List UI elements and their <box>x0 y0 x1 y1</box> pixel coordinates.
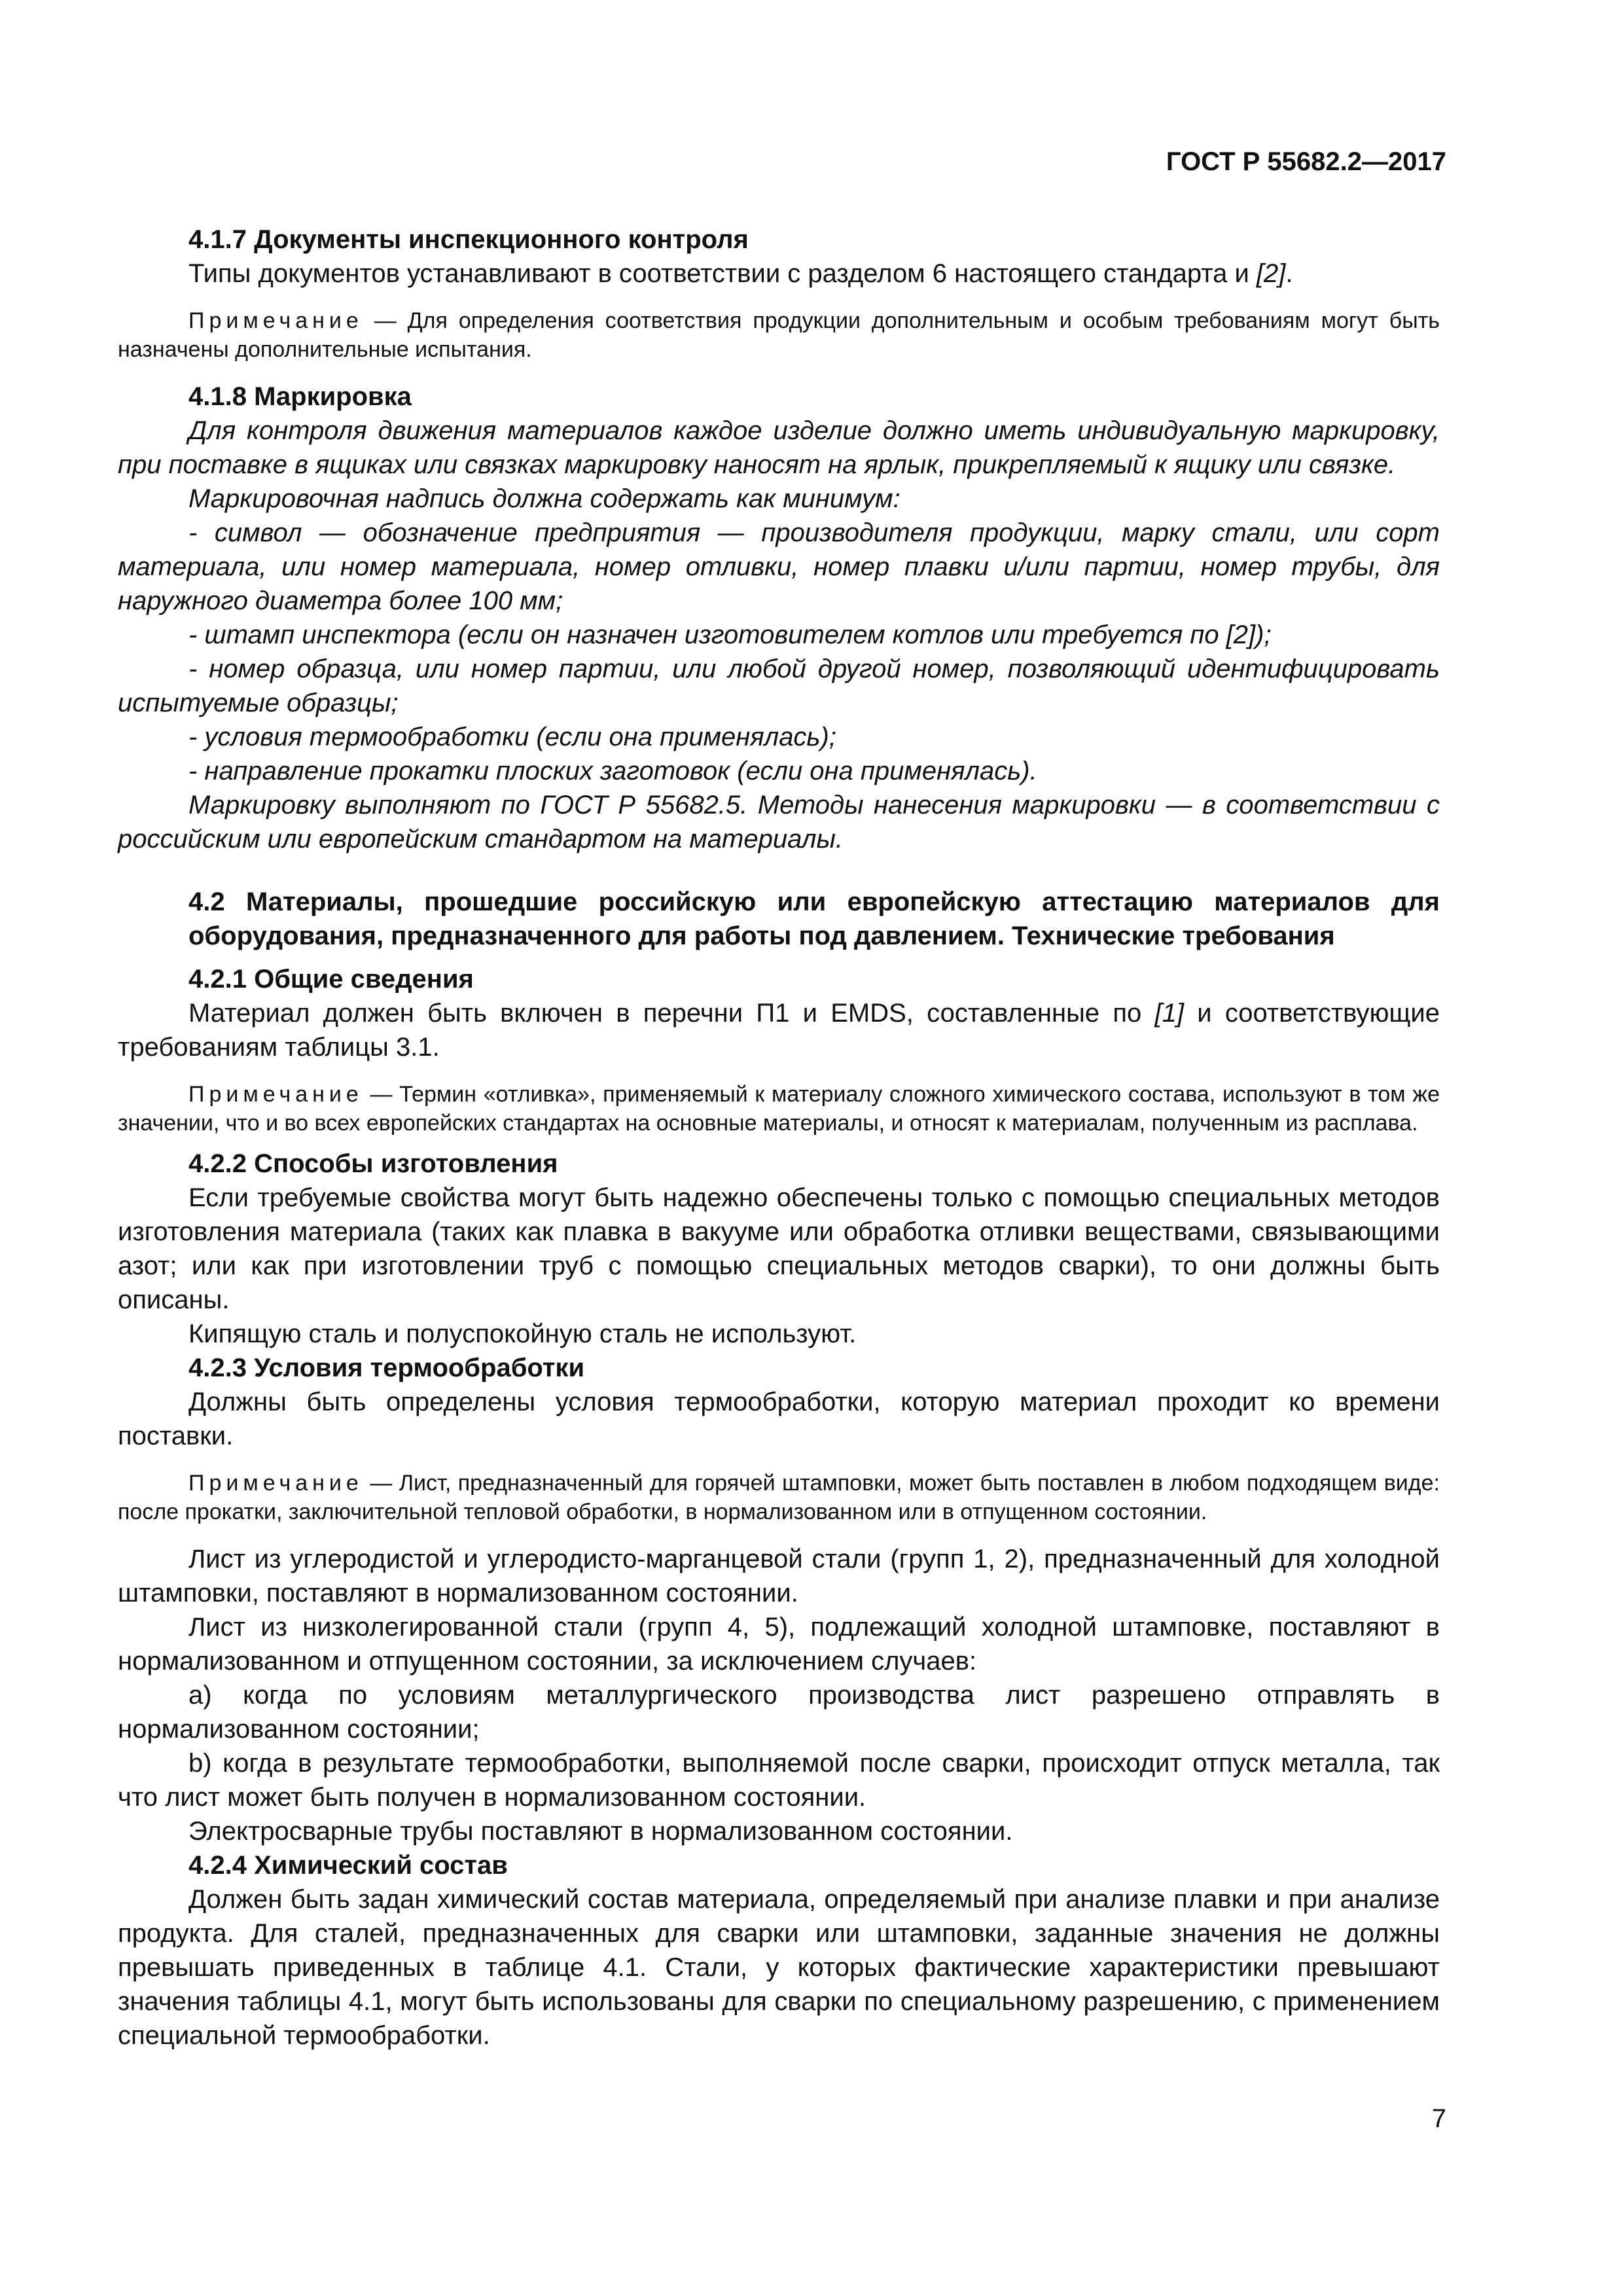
note <box>118 1080 1440 1138</box>
paragraph-text: Материал должен быть включен в перечни П1 и EMDS, составленные по <box>188 999 1155 1028</box>
list-item: - символ — обозначение предприятия — производителя продукции, марку стали, или сорт материала, или номер материала, номер отливки, номер плавки и/или партии, номер трубы, для наружного диаметра более 100 мм; <box>118 518 1440 615</box>
note-label: Примечание <box>188 1082 363 1107</box>
list-item: - штамп инспектора (если он назначен изготовителем котлов или требуется по [2]); <box>188 620 1272 649</box>
paragraph-end: и соответствующие требованиям таблицы 3.1. <box>118 999 1440 1062</box>
paragraph: Лист из углеродистой и углеродисто-марганцевой стали (групп 1, 2), предназначенный для холодной штамповки, поставляют в нормализованном состоянии. <box>118 1545 1440 1607</box>
paragraph-text: Типы документов устанавливают в соответствии с разделом 6 настоящего стандарта и <box>188 259 1257 288</box>
note-text: — Термин «отливка», применяемый к материалу сложного химического состава, используют в том же значении, что и во всех европейских стандартах на основные материалы, и относят к материалам, полученным из расплава. <box>118 1082 1440 1136</box>
section-title-4-2-2: 4.2.2 Способы изготовления <box>188 1149 558 1178</box>
section-title-4-2-4: 4.2.4 Химический состав <box>188 1851 508 1880</box>
paragraph: Если требуемые свойства могут быть надежно обеспечены только с помощью специальных методов изготовления материала (таких как плавка в вакууме или обработка отливки веществами, связывающими азот; или как при изготовлении труб с помощью специальных методов сварки), то они должны быть описаны. <box>118 1183 1440 1314</box>
section-title-4-2-3: 4.2.3 Условия термообработки <box>188 1354 585 1382</box>
list-item: - условия термообработки (если она применялась); <box>188 723 836 751</box>
document-header: ГОСТ Р 55682.2—2017 <box>1166 147 1446 176</box>
note-text: — Для определения соответствия продукции дополнительным и особым требованиям могут быть назначены дополнительные испытания. <box>118 308 1440 362</box>
document-body <box>118 223 1440 2053</box>
paragraph: Маркировку выполняют по ГОСТ Р 55682.5. Методы нанесения маркировки — в соответствии с российским или европейским стандартом на материалы. <box>118 791 1440 853</box>
note-label: Примечание <box>188 1471 363 1496</box>
paragraph: Электросварные трубы поставляют в нормализованном состоянии. <box>188 1817 1013 1846</box>
note-text: — Лист, предназначенный для горячей штамповки, может быть поставлен в любом подходящем виде: после прокатки, заключительной тепловой обработки, в нормализованном или в отпущенном состоянии. <box>118 1471 1440 1524</box>
section-title-4-1-7: 4.1.7 Документы инспекционного контроля <box>188 225 749 254</box>
paragraph: Должны быть определены условия термообработки, которую материал проходит ко времени поставки. <box>118 1388 1440 1450</box>
section-title-4-2: 4.2 Материалы, прошедшие российскую или европейскую аттестацию материалов для оборудования, предназначенного для работы под давлением. Технические требования <box>188 888 1440 950</box>
reference-link: [1] <box>1154 999 1184 1028</box>
reference-link: [2] <box>1256 259 1286 288</box>
paragraph-end: . <box>1285 259 1293 288</box>
note <box>118 1469 1440 1526</box>
paragraph: Должен быть задан химический состав материала, определяемый при анализе плавки и при анализе продукта. Для сталей, предназначенных для сварки или штамповки, заданные значения не должны превышать приведенных в таблице 4.1. Стали, у которых фактические характеристики превышают значения таблицы 4.1, могут быть использованы для сварки по специальному разрешению, с применением специальной термообработки. <box>118 1885 1440 2050</box>
section-title-4-2-1: 4.2.1 Общие сведения <box>188 965 474 994</box>
note <box>118 306 1440 364</box>
list-item: b) когда в результате термообработки, выполняемой после сварки, происходит отпуск металла, так что лист может быть получен в нормализованном состоянии. <box>118 1749 1440 1812</box>
paragraph <box>118 257 1440 291</box>
paragraph: Маркировочная надпись должна содержать как минимум: <box>188 484 901 513</box>
page-number: 7 <box>1431 2104 1446 2133</box>
note-label: Примечание <box>188 308 363 333</box>
list-item: а) когда по условиям металлургического производства лист разрешено отправлять в нормализованном состоянии; <box>118 1681 1440 1744</box>
section-title-4-1-8: 4.1.8 Маркировка <box>188 382 412 411</box>
paragraph <box>118 996 1440 1064</box>
list-item: - номер образца, или номер партии, или любой другой номер, позволяющий идентифицировать испытуемые образцы; <box>118 655 1440 717</box>
paragraph: Лист из низколегированной стали (групп 4, 5), подлежащий холодной штамповке, поставляют в нормализованном и отпущенном состоянии, за исключением случаев: <box>118 1613 1440 1676</box>
paragraph: Кипящую сталь и полуспокойную сталь не используют. <box>188 1319 857 1348</box>
paragraph: Для контроля движения материалов каждое изделие должно иметь индивидуальную маркировку, при поставке в ящиках или связках маркировку наносят на ярлык, прикрепляемый к ящику или связке. <box>118 416 1440 479</box>
list-item: - направление прокатки плоских заготовок (если она применялась). <box>188 757 1037 785</box>
